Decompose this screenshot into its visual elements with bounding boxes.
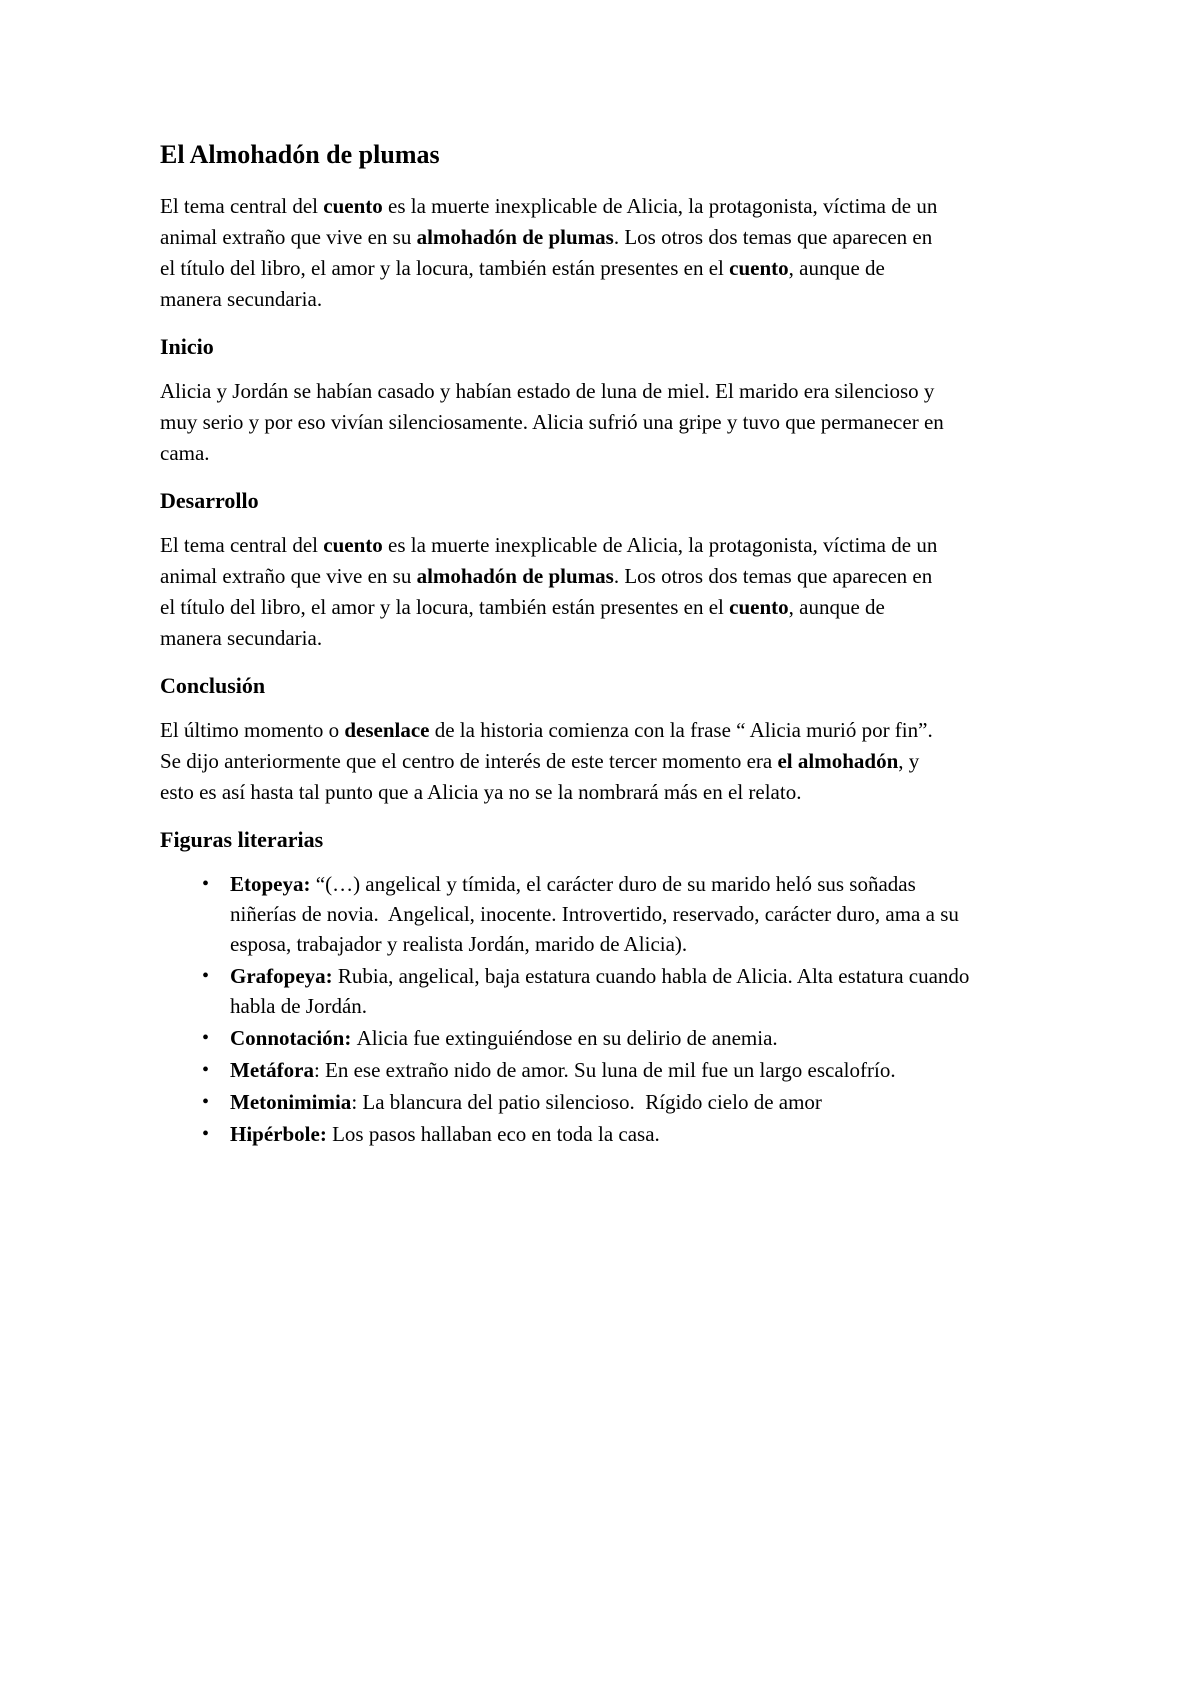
list-item-text: Metáfora: En ese extraño nido de amor. Su luna de mil fue un largo escalofrío. bbox=[230, 1058, 896, 1082]
bullet-icon: • bbox=[202, 965, 210, 987]
section-heading-desarrollo: Desarrollo bbox=[160, 488, 259, 513]
list-item-metonimimia bbox=[202, 1087, 972, 1117]
bullet-icon: • bbox=[202, 1027, 210, 1049]
list-item-text: Grafopeya: Rubia, angelical, baja estatura cuando habla de Alicia. Alta estatura cuando habla de Jordán. bbox=[230, 964, 970, 1018]
list-item-text: Hipérbole: Los pasos hallaban eco en toda la casa. bbox=[230, 1122, 660, 1146]
inicio-paragraph: Alicia y Jordán se habían casado y habían estado de luna de miel. El marido era silencioso y muy serio y por eso vivían silenciosamente. Alicia sufrió una gripe y tuvo que permanecer en cama. bbox=[160, 379, 944, 465]
list-item-grafopeya bbox=[202, 961, 972, 1021]
desarrollo-paragraph: El tema central del cuento es la muerte inexplicable de Alicia, la protagonista, víctima de un animal extraño que vive en su almohadón de plumas. Los otros dos temas que aparecen en el título del libro, el amor y la locura, también están presentes en el cuento, aunque de manera secundaria. bbox=[160, 533, 938, 650]
section-heading-inicio: Inicio bbox=[160, 334, 214, 359]
document-title: El Almohadón de plumas bbox=[160, 140, 440, 169]
list-item-text: Metonimimia: La blancura del patio silencioso. Rígido cielo de amor bbox=[230, 1090, 822, 1114]
list-item-etopeya bbox=[202, 869, 972, 959]
bullet-icon: • bbox=[202, 873, 210, 895]
list-item-text: Connotación: Alicia fue extinguiéndose en su delirio de anemia. bbox=[230, 1026, 778, 1050]
list-item-connotacion bbox=[202, 1023, 972, 1053]
figuras-literarias-list bbox=[160, 869, 972, 1149]
list-item-hiperbole bbox=[202, 1119, 972, 1149]
list-item-text: Etopeya: “(…) angelical y tímida, el carácter duro de su marido heló sus soñadas niñerías de novia. Angelical, inocente. Introvertido, reservado, carácter duro, ama a su esposa, trabajador y realista Jordán, marido de Alicia). bbox=[230, 872, 959, 956]
bullet-icon: • bbox=[202, 1059, 210, 1081]
section-heading-figuras-literarias: Figuras literarias bbox=[160, 827, 324, 852]
intro-paragraph: El tema central del cuento es la muerte inexplicable de Alicia, la protagonista, víctima de un animal extraño que vive en su almohadón de plumas. Los otros dos temas que aparecen en el título del libro, el amor y la locura, también están presentes en el cuento, aunque de manera secundaria. bbox=[160, 194, 938, 311]
section-heading-conclusion: Conclusión bbox=[160, 673, 266, 698]
list-item-metafora bbox=[202, 1055, 972, 1085]
bullet-icon: • bbox=[202, 1091, 210, 1113]
conclusion-paragraph: El último momento o desenlace de la historia comienza con la frase “ Alicia murió por fin”. Se dijo anteriormente que el centro de interés de este tercer momento era el almohadón, y esto es así hasta tal punto que a Alicia ya no se la nombrará más en el relato. bbox=[160, 718, 933, 804]
bullet-icon: • bbox=[202, 1123, 210, 1145]
